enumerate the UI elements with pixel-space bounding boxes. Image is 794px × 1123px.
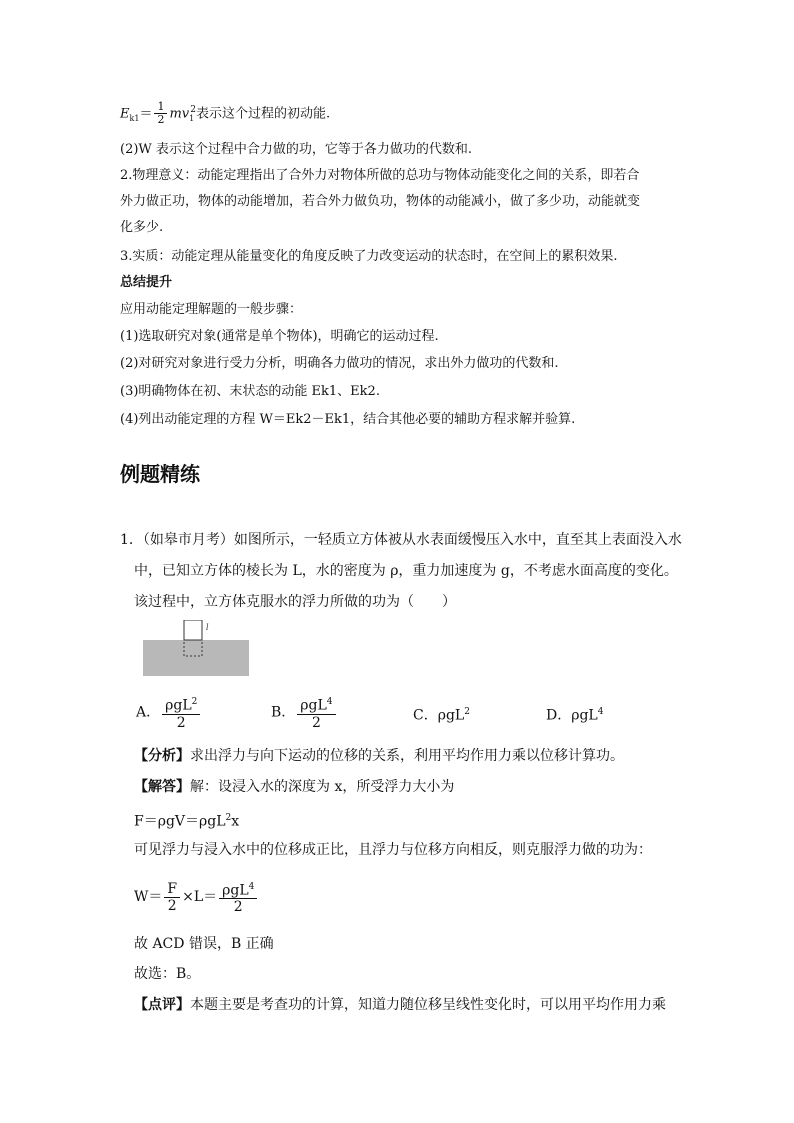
comment-text: 本题主要是考查功的计算，知道力随位移呈线性变化时，可以用平均作用力乘 [190, 997, 666, 1013]
option-b-sup: 4 [326, 697, 333, 707]
figure-svg [143, 620, 249, 676]
option-b-num-text: ρgL [300, 697, 327, 714]
work-sup-2: 4 [248, 881, 255, 892]
option-b-label: B． [271, 704, 296, 721]
section-title: 例题精练 [120, 462, 200, 486]
work-num-2 [219, 879, 257, 900]
ek1-tail: 表示这个过程的初动能. [195, 106, 331, 122]
option-d-sup: 4 [597, 707, 604, 717]
option-c-label: C．ρgL [413, 707, 465, 724]
half-num: 1 [154, 101, 167, 114]
analysis-tag: 【分析】 [134, 748, 190, 764]
physics-meaning-3: 化多少. [120, 220, 164, 235]
option-d[interactable] [546, 702, 603, 726]
line-w-meaning: (2)W 表示这个过程中合力做的功，它等于各力做功的代数和. [120, 142, 473, 157]
option-a-fraction [162, 694, 200, 731]
option-a[interactable] [136, 694, 202, 731]
work-formula [134, 878, 259, 916]
work-num-2-text: ρgL [222, 882, 249, 899]
physics-meaning-2: 外力做正功，物体的动能增加，若合外力做负功，物体的动能减小，做了多少功，动能就变 [120, 194, 641, 209]
ek1-sub: k1 [129, 113, 140, 123]
step-1: (1)选取研究对象(通常是单个物体)，明确它的运动过程. [120, 329, 439, 344]
work-den-1: 2 [167, 897, 177, 914]
step-4: (4)列出动能定理的方程 W＝Ek2－Ek1，结合其他必要的辅助方程求解并验算. [120, 412, 576, 427]
work-mid: ×L＝ [182, 889, 218, 905]
answer-line [134, 777, 454, 797]
mv-expr: mv [169, 106, 190, 122]
answer-text: 解：设浸入水的深度为 x，所受浮力大小为 [190, 779, 455, 795]
question-line-2: 中，已知立方体的棱长为 L，水的密度为 ρ，重力加速度为 g，不考虑水面高度的变化。 [134, 563, 678, 579]
proportional-sentence: 可见浮力与浸入水中的位移成正比，且浮力与位移方向相反，则克服浮力做的功为： [134, 842, 652, 858]
comment-tag: 【点评】 [134, 997, 190, 1013]
work-label: W＝ [134, 889, 163, 905]
essence-line: 3.实质：动能定理从能量变化的角度反映了力改变运动的状态时，在空间上的累积效果. [120, 249, 618, 264]
formula-buoyancy [134, 808, 239, 832]
option-a-den: 2 [176, 714, 186, 731]
option-d-label: D．ρgL [546, 707, 598, 724]
work-fraction-1 [164, 881, 180, 914]
option-b[interactable] [271, 694, 338, 731]
answer-tag: 【解答】 [134, 779, 190, 795]
ek1-symbol: E [120, 106, 130, 122]
option-b-fraction [297, 694, 335, 731]
cube-water-figure [143, 620, 249, 676]
option-a-num [162, 694, 200, 715]
half-fraction [154, 101, 167, 126]
mv-sup: 2 [190, 105, 196, 115]
formula-buoyancy-a: F＝ρgV＝ρgL [134, 813, 226, 830]
analysis-line [134, 746, 624, 766]
mv-sub: 1 [189, 113, 195, 123]
ek1-equals: ＝ [139, 106, 153, 122]
cube-above-water [184, 620, 202, 640]
half-den: 2 [157, 113, 165, 127]
work-fraction-2 [219, 879, 257, 916]
step-2: (2)对研究对象进行受力分析，明确各力做功的情况，求出外力做功的代数和. [120, 356, 559, 371]
question-line-3: 该过程中，立方体克服水的浮力所做的功为（ ） [134, 594, 456, 610]
question-line-1: 1．（如皋市月考）如图所示，一轻质立方体被从水表面缓慢压入水中，直至其上表面没入水 [120, 532, 682, 548]
physics-meaning-1: 2.物理意义：动能定理指出了合外力对物体所做的总功与物体动能变化之间的关系，即若合 [120, 168, 640, 183]
option-c[interactable] [413, 702, 470, 726]
step-3: (3)明确物体在初、末状态的动能 Ek1、Ek2. [120, 384, 380, 399]
summary-title: 总结提升 [120, 275, 173, 290]
option-a-label: A． [136, 704, 161, 721]
option-b-den: 2 [311, 714, 321, 731]
comment-line [134, 995, 666, 1015]
choice-line: 故选：B。 [134, 966, 201, 982]
ek1-line [120, 100, 330, 129]
formula-buoyancy-b: x [231, 813, 240, 830]
option-c-sup: 2 [464, 707, 470, 717]
option-b-num [297, 694, 335, 715]
conclusion-line: 故 ACD 错误，B 正确 [134, 936, 274, 952]
figure-length-label: l [206, 623, 209, 632]
work-den-2: 2 [233, 899, 243, 916]
water-region [143, 640, 249, 676]
option-a-sup: 2 [191, 697, 198, 707]
formula-buoyancy-sup: 2 [225, 813, 232, 823]
work-num-1: F [164, 881, 180, 898]
steps-intro: 应用动能定理解题的一般步骤： [120, 302, 303, 317]
analysis-text: 求出浮力与向下运动的位移的关系，利用平均作用力乘以位移计算功。 [190, 748, 624, 764]
option-a-num-text: ρgL [165, 697, 192, 714]
